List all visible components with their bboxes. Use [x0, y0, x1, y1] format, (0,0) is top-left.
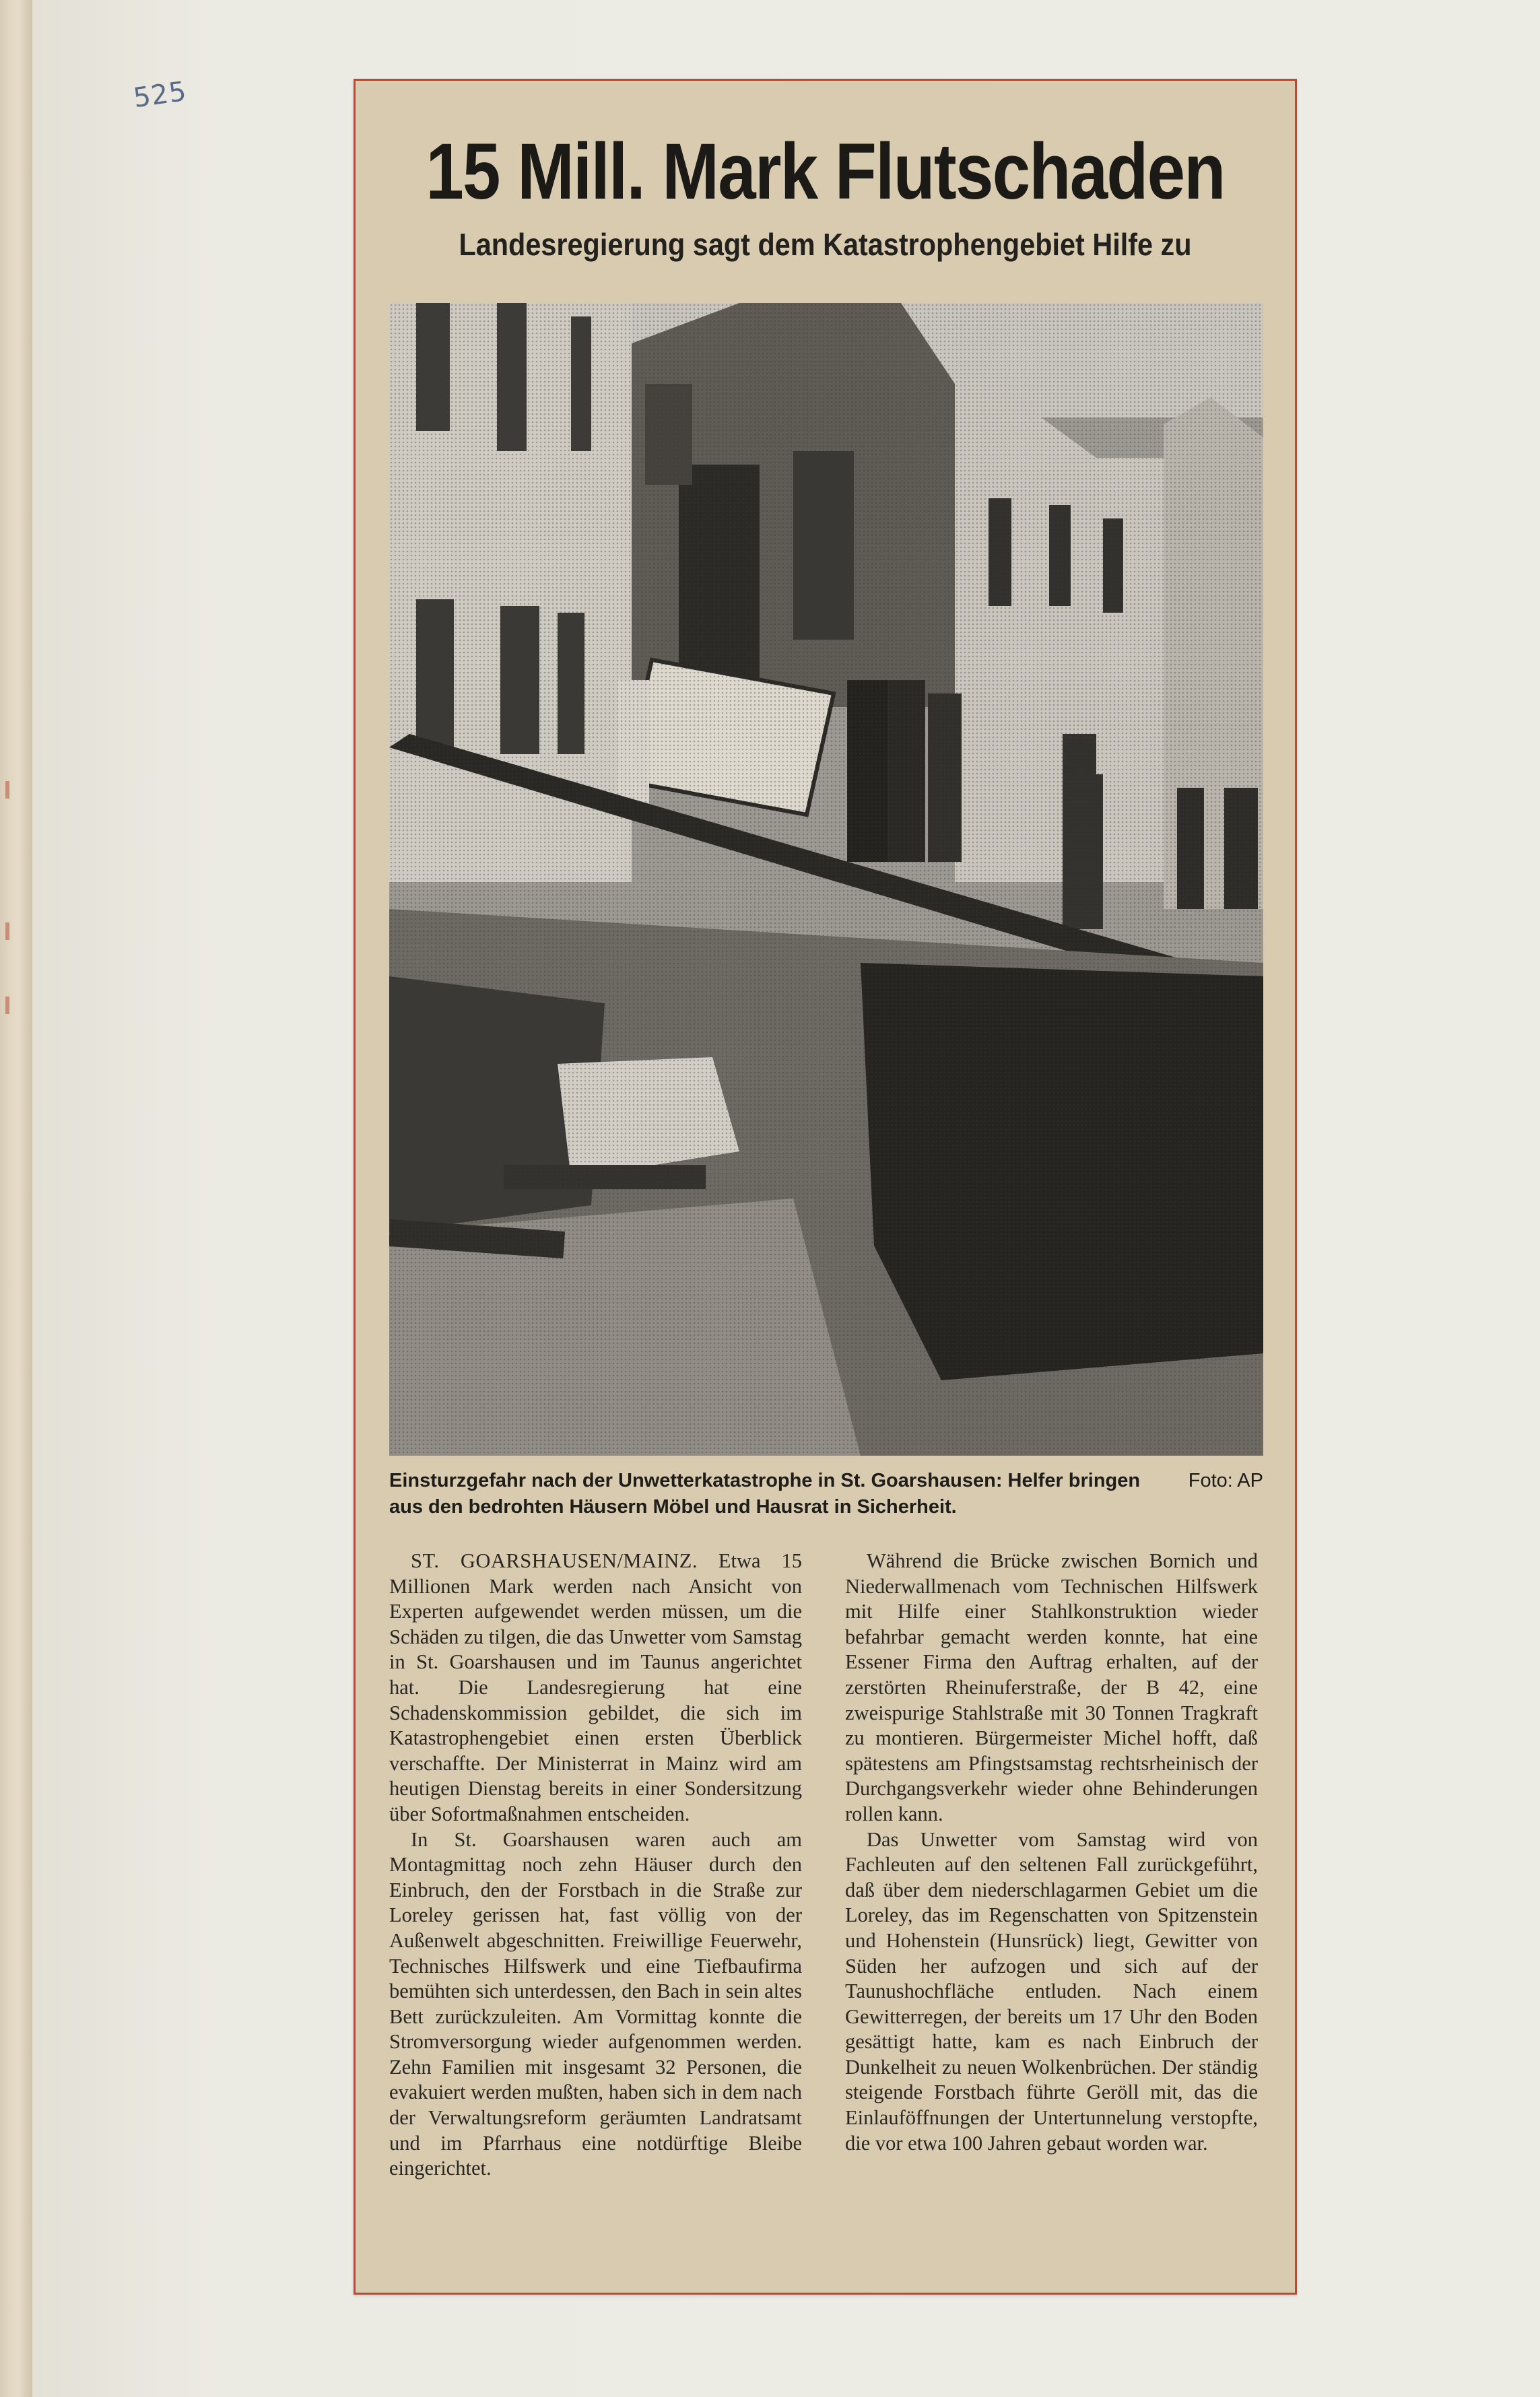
- spine-mark: [5, 997, 9, 1014]
- flood-damage-photo: [389, 303, 1263, 1456]
- article-paragraph: In St. Goarshausen waren auch am Montagmittag noch zehn Häuser durch den Einbruch, den der Forstbach in die Straße zur Loreley gerissen hat, fast völlig von der Außenwelt abgeschnitten. Freiwillige Feuerwehr, Technisches Hilfswerk und eine Tiefbaufirma bemühten sich unterdessen, den Bach in sein altes Bett zurückzuleiten. Am Vormittag konnte die Stromversorgung wieder aufgenommen werden. Zehn Familien mit insgesamt 32 Personen, die evakuiert werden mußten, haben sich in dem nach der Verwaltungsreform geräumten Landratsamt und im Pfarrhaus eine notdürftige Bleibe eingerichtet.: [389, 1827, 802, 2180]
- dateline: ST. GOARSHAUSEN/MAINZ.: [411, 1549, 698, 1572]
- photo-caption: [389, 1468, 1263, 1520]
- spine-mark: [5, 781, 9, 799]
- news-photo: [389, 303, 1263, 1456]
- article-column-left: [389, 1549, 802, 2182]
- subheadline: Landesregierung sagt dem Katastrophengebiet Hilfe zu: [459, 227, 1192, 262]
- article-paragraph: [389, 1549, 802, 1827]
- album-spine: [0, 0, 34, 2397]
- spine-mark: [5, 922, 9, 940]
- archive-number: 525: [131, 75, 189, 114]
- headline: 15 Mill. Mark Flutschaden: [426, 127, 1225, 216]
- newspaper-clipping: [354, 79, 1297, 2295]
- article-column-right: [845, 1549, 1258, 2156]
- article-body: [389, 1549, 1263, 2262]
- article-paragraph: Das Unwetter vom Samstag wird von Fachleuten auf den seltenen Fall zurückgeführt, daß über dem niederschlagarmen Gebiet um die Loreley, das im Regenschatten von Spitzenstein und Hohenstein (Hunsrück) liegt, Gewitter von Süden her aufzogen und sich auf der Taunushochfläche entluden. Nach einem Gewitterregen, der bereits um 17 Uhr den Boden gesättigt hatte, kam es nach Einbruch der Dunkelheit zu neuen Wolkenbrüchen. Der ständig steigende Forstbach führte Geröll mit, das die Einlauföffnungen der Untertunnelung verstopfte, die vor etwa 100 Jahren gebaut worden war.: [845, 1827, 1258, 2155]
- photo-credit: Foto: AP: [1188, 1470, 1263, 1491]
- paragraph-text: Etwa 15 Millionen Mark werden nach Ansicht von Experten aufgewendet werden müssen, um die Schäden zu tilgen, die das Unwetter vom Samstag in St. Goarshausen und im Taunus angerichtet hat. Die Landesregierung hat eine Schadenskommission gebildet, die sich im Katastrophengebiet einen ersten Überblick verschaffte. Der Ministerrat in Mainz wird am heutigen Dienstag bereits in einer Sondersitzung über Sofortmaßnahmen entscheiden.: [389, 1549, 802, 1825]
- caption-text: Einsturzgefahr nach der Unwetterkatastrophe in St. Goarshausen: Helfer bringen aus den bedrohten Häusern Möbel und Hausrat in Sicherheit.: [389, 1470, 1141, 1518]
- article-paragraph: Während die Brücke zwischen Bornich und Niederwallmenach vom Technischen Hilfswerk mit Hilfe einer Stahlkonstruktion wieder befahrbar gemacht werden konnte, hat eine Essener Firma den Auftrag erhalten, auf der zerstörten Rheinuferstraße, der B 42, eine zweispurige Stahlstraße mit 30 Tonnen Tragkraft zu montieren. Bürgermeister Michel hofft, daß spätestens am Pfingstsamstag rechtsrheinisch der Durchgangsverkehr wieder ohne Behinderungen rollen kann.: [845, 1549, 1258, 1825]
